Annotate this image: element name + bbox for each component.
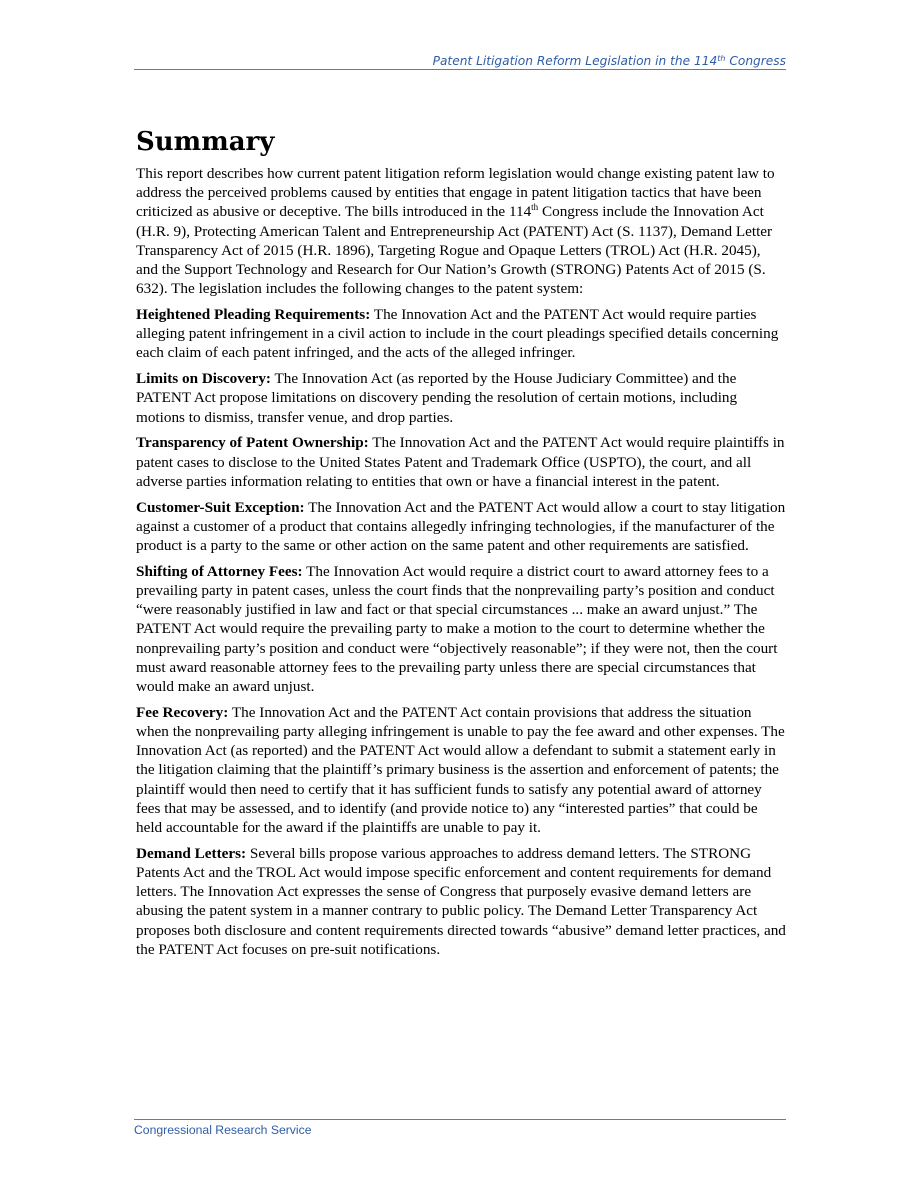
section-customer-suit bbox=[136, 498, 786, 556]
section-text: The Innovation Act would require a district court to award attorney fees to a prevailing party in patent cases, unless the court finds that the nonprevailing party’s position and conduct “were reasonably justified in law and fact or that special circumstances ... make an award unjust.” The PATENT Act would require the prevailing party to make a motion to the court to determine whether the nonprevailing party’s position and conduct were “objectively reasonable”; if they were not, then the court must award reasonable attorney fees to the prevailing party unless there are special circumstances that would make an award unjust. bbox=[136, 562, 778, 696]
section-text: The Innovation Act and the PATENT Act would require parties alleging patent infringement in a civil action to include in the court pleadings specified details concerning each claim of each patent infringed, and the acts of the alleged infringer. bbox=[136, 306, 779, 362]
section-heading: Customer-Suit Exception: bbox=[136, 498, 305, 516]
section-text: The Innovation Act and the PATENT Act contain provisions that address the situation when the nonprevailing party alleging infringement is unable to pay the fee award and other expenses. The Innovation Act (as reported) and the PATENT Act would allow a defendant to submit a statement early in the litigation claiming that the plaintiff’s primary business is the assertion and enforcement of patents; the plaintiff would then need to certify that it has sufficient funds to satisfy any potential award of attorney fees that may be assessed, and to identify (and provide notice to) any “interested parties” that could be held accountable for the award if the plaintiffs are unable to pay it. bbox=[136, 703, 785, 837]
section-heading: Shifting of Attorney Fees: bbox=[136, 562, 303, 580]
page-body bbox=[136, 124, 786, 966]
page-footer bbox=[134, 1119, 786, 1137]
section-text: The Innovation Act and the PATENT Act would allow a court to stay litigation against a customer of a product that contains allegedly infringing technologies, if the manufacturer of the product is a party to the same or other action on the same patent and other requirements are satisfied. bbox=[136, 498, 786, 555]
section-text: The Innovation Act (as reported by the House Judiciary Committee) and the PATENT Act propose limitations on discovery pending the resolution of certain motions, including motions to dismiss, transfer venue, and drop parties. bbox=[136, 370, 738, 426]
intro-paragraph bbox=[136, 164, 786, 298]
running-title: Patent Litigation Reform Legislation in the 114 bbox=[432, 54, 718, 68]
section-discovery bbox=[136, 369, 786, 427]
intro-text-continued: Congress include the Innovation Act (H.R. 9), Protecting American Talent and Entrepreneurship Act (PATENT) Act (S. 1137), Demand Letter Transparency Act of 2015 (H.R. 1896), Targeting Rogue and Opaque Letters (TROL) Act (H.R. 2045), and the Support Technology and Research for Our Nation’s Growth (STRONG) Patents Act of 2015 (S. 632). The legislation includes the following changes to the patent system: bbox=[136, 203, 773, 298]
section-pleading bbox=[136, 305, 786, 363]
footer-text: Congressional Research Service bbox=[134, 1123, 312, 1137]
section-text: The Innovation Act and the PATENT Act would require plaintiffs in patent cases to disclose to the United States Patent and Trademark Office (USPTO), the court, and all adverse parties information relating to entities that own or have a financial interest in the patent. bbox=[136, 434, 785, 490]
section-text: Several bills propose various approaches to address demand letters. The STRONG Patents Act and the TROL Act would impose specific enforcement and content requirements for demand letters. The Innovation Act expresses the sense of Congress that purposely evasive demand letters are abusing the patent system in a manner contrary to public policy. The Demand Letter Transparency Act proposes both disclosure and content requirements directed towards “abusive” demand letter practices, and the PATENT Act focuses on pre-suit notifications. bbox=[136, 844, 786, 958]
section-heading: Limits on Discovery: bbox=[136, 370, 271, 388]
section-fee-recovery bbox=[136, 703, 786, 837]
running-title-superscript: th bbox=[717, 54, 726, 63]
intro-text: This report describes how current patent litigation reform legislation would change existing patent law to address the perceived problems caused by entities that engage in patent litigation tactics that have been criticized as abusive or deceptive. The bills introduced in the 114 bbox=[136, 165, 775, 221]
section-heading: Heightened Pleading Requirements: bbox=[136, 306, 371, 324]
section-transparency bbox=[136, 433, 786, 491]
section-heading: Fee Recovery: bbox=[136, 703, 229, 721]
page-title: Summary bbox=[136, 127, 275, 157]
section-attorney-fees bbox=[136, 562, 786, 696]
intro-superscript: th bbox=[531, 202, 539, 213]
running-title-suffix: Congress bbox=[725, 54, 786, 68]
section-demand-letters bbox=[136, 844, 786, 959]
running-header bbox=[134, 53, 786, 70]
section-heading: Demand Letters: bbox=[136, 844, 247, 862]
section-heading: Transparency of Patent Ownership: bbox=[136, 434, 369, 452]
